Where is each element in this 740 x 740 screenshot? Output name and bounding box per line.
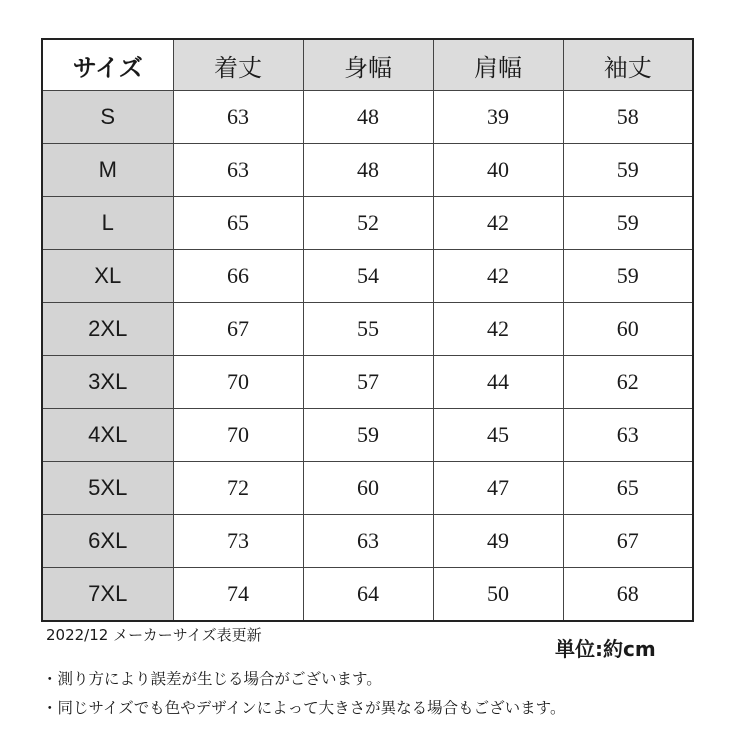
shoulder-width-value: 39 bbox=[433, 91, 563, 144]
header-sleeve-length: 袖丈 bbox=[563, 39, 693, 91]
shoulder-width-value: 49 bbox=[433, 515, 563, 568]
unit-label: 単位:約cm bbox=[555, 637, 656, 661]
body-width-value: 52 bbox=[303, 197, 433, 250]
header-body-width: 身幅 bbox=[303, 39, 433, 91]
body-width-value: 48 bbox=[303, 91, 433, 144]
size-label: 3XL bbox=[42, 356, 173, 409]
table-row bbox=[42, 144, 693, 197]
table-row bbox=[42, 409, 693, 462]
shoulder-width-value: 40 bbox=[433, 144, 563, 197]
body-width-value: 63 bbox=[303, 515, 433, 568]
length-value: 70 bbox=[173, 356, 303, 409]
length-value: 73 bbox=[173, 515, 303, 568]
update-note: 2022/12 メーカーサイズ表更新 bbox=[46, 626, 262, 644]
header-size: サイズ bbox=[42, 39, 173, 91]
size-label: M bbox=[42, 144, 173, 197]
body-width-value: 59 bbox=[303, 409, 433, 462]
notes-list bbox=[42, 667, 565, 725]
length-value: 63 bbox=[173, 144, 303, 197]
note-item: ・同じサイズでも色やデザインによって大きさが異なる場合もございます。 bbox=[42, 699, 566, 717]
length-value: 66 bbox=[173, 250, 303, 303]
shoulder-width-value: 50 bbox=[433, 568, 563, 622]
size-label: 7XL bbox=[42, 568, 173, 622]
shoulder-width-value: 42 bbox=[433, 303, 563, 356]
body-width-value: 55 bbox=[303, 303, 433, 356]
table-row bbox=[42, 303, 693, 356]
sleeve-length-value: 67 bbox=[563, 515, 693, 568]
body-width-value: 57 bbox=[303, 356, 433, 409]
header-length: 着丈 bbox=[173, 39, 303, 91]
length-value: 63 bbox=[173, 91, 303, 144]
sleeve-length-value: 63 bbox=[563, 409, 693, 462]
table-row bbox=[42, 462, 693, 515]
table-row bbox=[42, 197, 693, 250]
sleeve-length-value: 58 bbox=[563, 91, 693, 144]
header-row bbox=[42, 39, 693, 91]
body-width-value: 48 bbox=[303, 144, 433, 197]
shoulder-width-value: 45 bbox=[433, 409, 563, 462]
sleeve-length-value: 65 bbox=[563, 462, 693, 515]
sleeve-length-value: 62 bbox=[563, 356, 693, 409]
shoulder-width-value: 47 bbox=[433, 462, 563, 515]
note-item: ・測り方により誤差が生じる場合がございます。 bbox=[42, 670, 382, 688]
size-label: S bbox=[42, 91, 173, 144]
sleeve-length-value: 59 bbox=[563, 144, 693, 197]
length-value: 67 bbox=[173, 303, 303, 356]
length-value: 72 bbox=[173, 462, 303, 515]
size-label: 6XL bbox=[42, 515, 173, 568]
table-row bbox=[42, 356, 693, 409]
shoulder-width-value: 42 bbox=[433, 250, 563, 303]
sleeve-length-value: 59 bbox=[563, 250, 693, 303]
length-value: 70 bbox=[173, 409, 303, 462]
size-label: 2XL bbox=[42, 303, 173, 356]
body-width-value: 54 bbox=[303, 250, 433, 303]
table-row bbox=[42, 250, 693, 303]
header-shoulder-width: 肩幅 bbox=[433, 39, 563, 91]
size-label: L bbox=[42, 197, 173, 250]
sleeve-length-value: 59 bbox=[563, 197, 693, 250]
length-value: 65 bbox=[173, 197, 303, 250]
length-value: 74 bbox=[173, 568, 303, 622]
size-chart-table bbox=[41, 38, 694, 622]
table-row bbox=[42, 515, 693, 568]
body-width-value: 64 bbox=[303, 568, 433, 622]
table-row bbox=[42, 568, 693, 622]
sleeve-length-value: 68 bbox=[563, 568, 693, 622]
size-label: 5XL bbox=[42, 462, 173, 515]
shoulder-width-value: 44 bbox=[433, 356, 563, 409]
size-label: 4XL bbox=[42, 409, 173, 462]
body-width-value: 60 bbox=[303, 462, 433, 515]
sleeve-length-value: 60 bbox=[563, 303, 693, 356]
shoulder-width-value: 42 bbox=[433, 197, 563, 250]
table-row bbox=[42, 91, 693, 144]
size-label: XL bbox=[42, 250, 173, 303]
